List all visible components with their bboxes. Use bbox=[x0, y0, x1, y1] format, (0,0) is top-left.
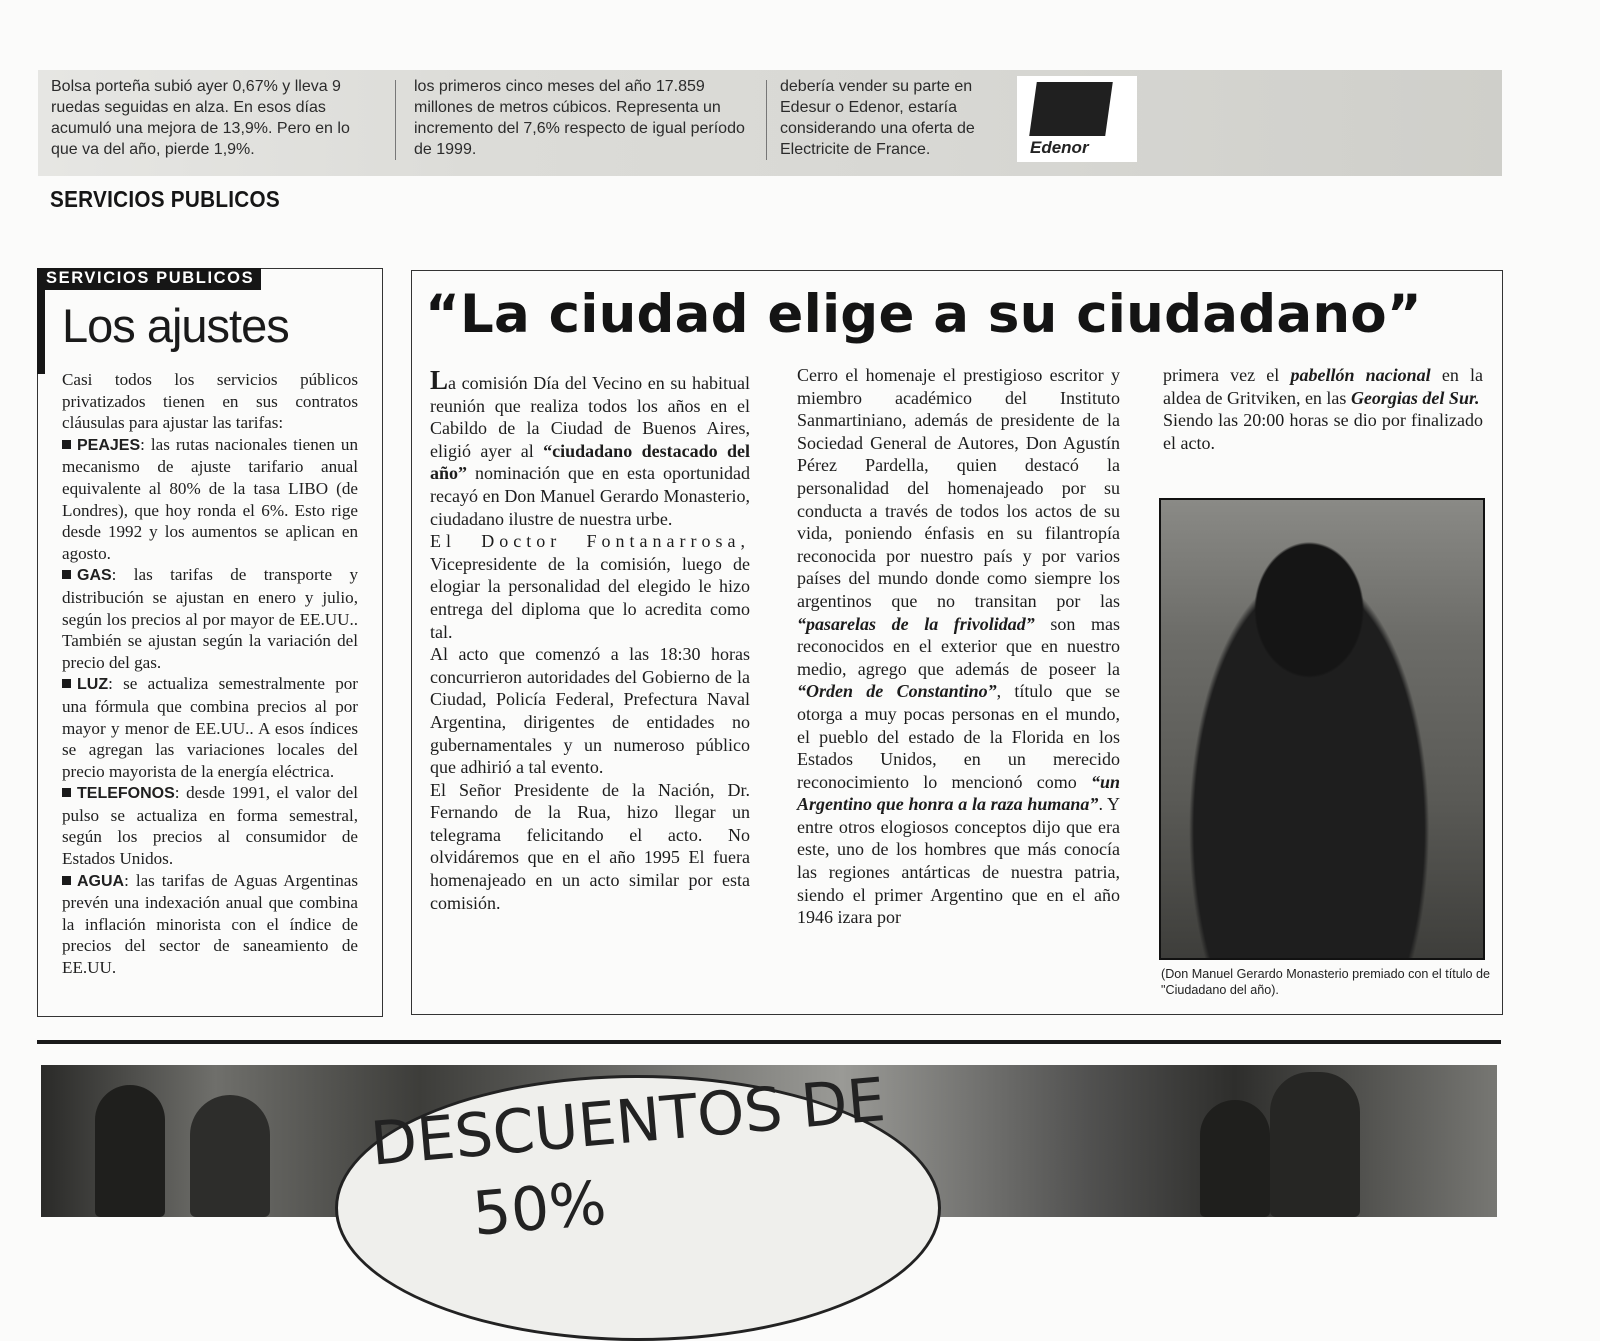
article-column-3 bbox=[1163, 364, 1483, 454]
bullet-square-icon bbox=[62, 440, 71, 449]
article-headline: “La ciudad elige a su ciudadano” bbox=[425, 284, 1422, 345]
ad-person-figure bbox=[190, 1095, 270, 1217]
sidebar-section-tab: SERVICIOS PUBLICOS bbox=[39, 268, 261, 290]
strip-brief-bolsa: Bolsa porteña subió ayer 0,67% y lleva 9 ruedas seguidas en alza. En esos días acumuló una mejora de 13,9%. Pero en lo que va del año, pierde 1,9%. bbox=[51, 78, 350, 158]
bullet-square-icon bbox=[62, 876, 71, 885]
section-heading: SERVICIOS PUBLICOS bbox=[50, 186, 280, 212]
sidebar-item-luz: LUZ: se actualiza semestralmente por una fórmula que combina precios al por mayor y menor de EE.UU.. A esos índices se agregan las variaciones locales del precio mayorista de la energía eléctrica. bbox=[62, 674, 358, 781]
strip-divider bbox=[395, 80, 396, 160]
article-paragraph: El Doctor Fontanarrosa, Vicepresidente de la comisión, luego de elogiar la personalidad del elegido le hizo entrega del diploma que lo acredita como tal. bbox=[430, 531, 750, 642]
sidebar-title: Los ajustes bbox=[62, 299, 289, 352]
ad-person-figure bbox=[95, 1085, 165, 1217]
sidebar-item-agua: AGUA: las tarifas de Aguas Argentinas prevén una indexación anual que combina la inflación minorista con el índice de precios del sector de saneamiento de EE.UU. bbox=[62, 870, 358, 978]
article-paragraph: Siendo las 20:00 horas se dio por finalizado el acto. bbox=[1163, 410, 1483, 453]
ad-headline-percent: 50% bbox=[470, 1168, 609, 1250]
strip-brief-gas: los primeros cinco meses del año 17.859 millones de metros cúbicos. Representa un incremento del 7,6% respecto de igual período de 1999. bbox=[414, 78, 745, 158]
strip-brief-edenor: debería vender su parte en Edesur o Edenor, estaría considerando una oferta de Electricite de France. bbox=[780, 78, 975, 158]
sidebar-item-gas: GAS: las tarifas de transporte y distribución se ajustan en enero y julio, según los precios al por mayor de EE.UU.. También se ajustan según la variación del precio del gas. bbox=[62, 565, 358, 672]
ad-person-figure bbox=[1200, 1100, 1270, 1217]
photo-caption: (Don Manuel Gerardo Monasterio premiado con el título de "Ciudadano del año). bbox=[1161, 967, 1491, 997]
page-divider-rule bbox=[37, 1040, 1501, 1044]
sidebar-item-peajes: PEAJES: las rutas nacionales tienen un mecanismo de ajuste tarifario anual equivalente al 80% de la tasa LIBO (de Londres), que hoy ronda el 6%. Esto rige desde 1992 y los aumentos se aplican en agosto. bbox=[62, 434, 358, 563]
article-paragraph: El Señor Presidente de la Nación, Dr. Fernando de la Rua, hizo llegar un telegrama felicitando el acto. No olvidáremos que en el año 1995 El fuera homenajeado en un acto similar por esta comisión. bbox=[430, 779, 750, 913]
article-column-1 bbox=[430, 365, 750, 914]
bullet-square-icon bbox=[62, 679, 71, 688]
article-column-2 bbox=[797, 364, 1120, 929]
bullet-square-icon bbox=[62, 570, 71, 579]
bullet-square-icon bbox=[62, 788, 71, 797]
ad-headline: DESCUENTOS DE bbox=[368, 1065, 889, 1180]
article-paragraph: La comisión Día del Vecino en su habitual reunión que realiza todos los años en el Cabildo de la Ciudad de Buenos Aires, eligió ayer al “ciudadano destacado del año” nominación que en esta oportunidad recayó en Don Manuel Gerardo Monasterio, ciudadano ilustre de nuestra urbe. bbox=[430, 365, 750, 529]
article-paragraph: Cerro el homenaje el prestigioso escritor y miembro académico del Instituto Sanmartiniano, además de presidente de la Sociedad General de Autores, Don Agustín Pérez Pardella, quien destacó la personalidad del homenajeado por su conducta a través de todos los actos de su vida, poniendo énfasis en su filantropía reconocida por nuestro país y por varios países del mundo donde como siempre los argentinos que no transitan por las “pasarelas de la frivolidad” son mas reconocidos en el exterior que en nuestro medio, agrego que además de poseer la “Orden de Constantino”, título que se otorga a muy pocas personas en el mundo, el pueblo del estado de la Florida en los Estados Unidos, en un merecido reconocimiento lo mencionó como “un Argentino que honra a la raza humana”. Y entre otros elogiosos conceptos dijo que era este, uno de los hombres que más conocía las regiones antárticas de nuestra patria, siendo el primer Argentino que en el año 1946 izara por bbox=[797, 365, 1120, 928]
sidebar-intro: Casi todos los servicios públicos privatizados tienen en sus contratos cláusulas para ajustar las tarifas: bbox=[62, 370, 358, 433]
article-paragraph: Al acto que comenzó a las 18:30 horas concurrieron autoridades del Gobierno de la Ciudad, Policía Federal, Prefectura Naval Argentina, dirigentes de entidades no gubernamentales y un numeroso público que adhirió a tal evento. bbox=[430, 644, 750, 778]
edenor-logo-icon bbox=[1029, 82, 1113, 136]
edenor-logo-word: Edenor bbox=[1030, 138, 1089, 157]
ad-person-figure bbox=[1270, 1072, 1360, 1217]
strip-divider bbox=[766, 80, 767, 160]
sidebar-body bbox=[62, 369, 358, 979]
portrait-photo bbox=[1159, 498, 1485, 960]
article-paragraph: primera vez el pabellón nacional en la aldea de Gritviken, en las Georgias del Sur. bbox=[1163, 365, 1484, 408]
sidebar-item-telefonos: TELEFONOS: desde 1991, el valor del pulso se actualiza en forma semestral, según los precios al consumidor de Estados Unidos. bbox=[62, 783, 358, 869]
